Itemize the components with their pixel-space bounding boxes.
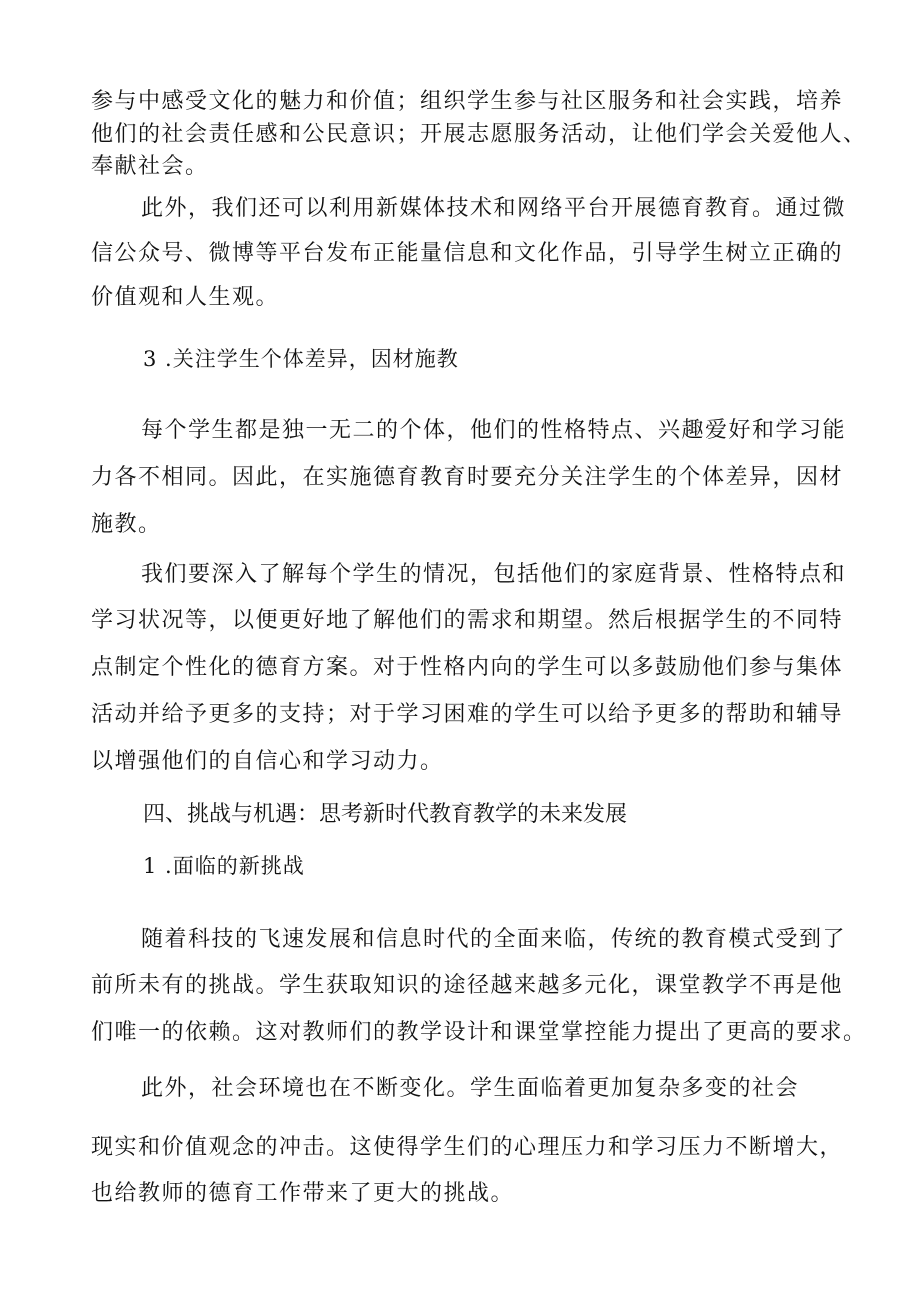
paragraph-line: 价值观和人生观。: [91, 285, 280, 310]
paragraph-line: 参与中感受文化的魅力和价值；组织学生参与社区服务和社会实践，培养: [91, 89, 844, 114]
section-4-heading: 四、挑战与机遇：思考新时代教育教学的未来发展: [143, 802, 628, 827]
paragraph-line: 此外，社会环境也在不断变化。学生面临着更加复杂多变的社会: [141, 1076, 800, 1101]
paragraph-line: 我们要深入了解每个学生的情况，包括他们的家庭背景、性格特点和: [141, 562, 847, 587]
paragraph-line: 他们的社会责任感和公民意识；开展志愿服务活动，让他们学会关爱他人、: [91, 122, 867, 147]
paragraph-line: 活动并给予更多的支持；对于学习困难的学生可以给予更多的帮助和辅导: [91, 702, 844, 727]
paragraph-line: 现实和价值观念的冲击。这使得学生们的心理压力和学习压力不断增大，: [91, 1135, 844, 1160]
paragraph-line: 每个学生都是独一无二的个体，他们的性格特点、兴趣爱好和学习能: [141, 418, 847, 443]
section-3-heading: 3 .关注学生个体差异，因材施教: [143, 347, 459, 371]
paragraph-line: 点制定个性化的德育方案。对于性格内向的学生可以多鼓励他们参与集体: [91, 655, 844, 680]
paragraph-line: 学习状况等，以便更好地了解他们的需求和期望。然后根据学生的不同特: [91, 608, 844, 633]
paragraph-line: 力各不相同。因此，在实施德育教育时要充分关注学生的个体差异，因材: [91, 465, 844, 490]
section-4-1-heading: 1 .面临的新挑战: [143, 854, 305, 878]
paragraph-line: 施教。: [91, 512, 162, 537]
paragraph-line: 随着科技的飞速发展和信息时代的全面来临，传统的教育模式受到了: [141, 927, 847, 952]
paragraph-line: 奉献社会。: [91, 154, 209, 179]
paragraph-line: 以增强他们的自信心和学习动力。: [91, 749, 444, 774]
paragraph-line: 也给教师的德育工作带来了更大的挑战。: [91, 1181, 515, 1206]
paragraph-line: 信公众号、微博等平台发布正能量信息和文化作品，引导学生树立正确的: [91, 241, 844, 266]
paragraph-line: 此外，我们还可以利用新媒体技术和网络平台开展德育教育。通过微: [141, 196, 847, 221]
paragraph-line: 前所未有的挑战。学生获取知识的途径越来越多元化，课堂教学不再是他: [91, 973, 844, 998]
paragraph-line: 们唯一的依赖。这对教师们的教学设计和课堂掌控能力提出了更高的要求。: [91, 1020, 867, 1045]
